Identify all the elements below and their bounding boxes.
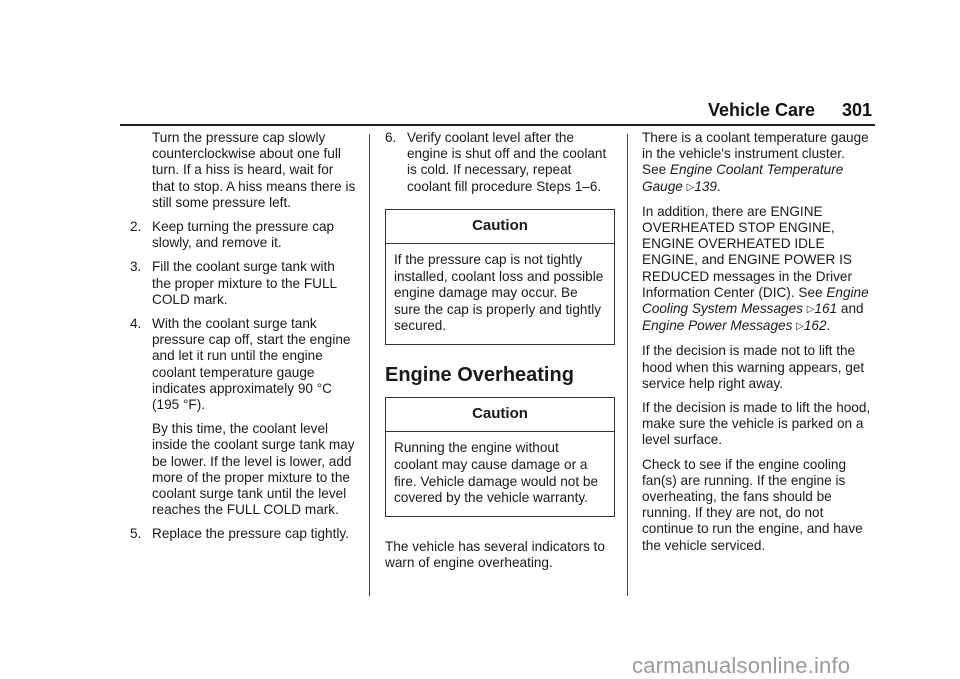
column-divider-1 <box>369 134 370 596</box>
column-divider-2 <box>627 134 628 596</box>
caution-box-pressure-cap <box>385 209 615 345</box>
page-ref-icon: ▷ <box>796 321 804 333</box>
page-ref-162[interactable]: 162 <box>803 318 827 334</box>
page-header <box>708 100 872 121</box>
page-ref-161[interactable]: 161 <box>814 301 838 317</box>
page-ref-icon: ▷ <box>806 304 815 316</box>
column-1 <box>130 130 356 551</box>
step1-continuation: Turn the pressure cap slowly counterclockwise about one full turn. If a hiss is heard, wait for that to stop. A hiss means there is still some pressure left. <box>152 130 356 210</box>
lift-paragraph: If the decision is made to lift the hood, make sure the vehicle is parked on a level surface. <box>642 400 871 448</box>
step4-followup: By this time, the coolant level inside the coolant surge tank may be lower. If the level is lower, add more of the proper mixture to the coolant surge tank until the level reaches the FULL COLD mark. <box>152 421 355 518</box>
page-ref-139[interactable]: 139 <box>694 178 717 194</box>
header-rule <box>120 124 875 126</box>
page-number: 301 <box>841 100 872 120</box>
link-engine-coolant-temperature-gauge[interactable]: Engine Coolant Temperature Gauge <box>642 162 844 194</box>
no-lift-paragraph: If the decision is made not to lift the hood when this warning appears, get service help right away. <box>642 343 865 391</box>
step-4: 4. With the coolant surge tank pressure cap off, start the engine and let it run until the engine coolant temperature gauge indicates approximately 90 °C (195 °F). <box>130 316 351 413</box>
step-6: 6. Verify coolant level after the engine is shut off and the coolant is cold. If necessary, repeat coolant fill procedure Steps 1–6. <box>385 130 607 194</box>
section-heading: Engine Overheating <box>385 363 574 386</box>
dic-messages-paragraph: In addition, there are ENGINE OVERHEATED STOP ENGINE, ENGINE OVERHEATED IDLE ENGINE, and ENGINE POWER IS REDUCED messages in the Driver Information Center (DIC). See Engine Cooling System Messages ▷161 and Engine Power Messages ▷162. <box>642 203 869 334</box>
column-2 <box>385 130 615 579</box>
watermark: carmanualsonline.info <box>632 653 851 678</box>
caution-title: Caution <box>386 210 614 244</box>
caution-text: Running the engine without coolant may cause damage or a fire. Vehicle damage would not be covered by the vehicle warranty. <box>394 440 599 506</box>
caution-title: Caution <box>386 398 614 432</box>
step-5: 5. Replace the pressure cap tightly. <box>130 526 349 542</box>
column-3 <box>642 130 872 562</box>
step-3: 3. Fill the coolant surge tank with the proper mixture to the FULL COLD mark. <box>130 259 337 307</box>
caution-text: If the pressure cap is not tightly installed, coolant loss and possible engine damage may occur. Be sure the cap is properly and tightly secured. <box>394 252 604 334</box>
fan-check-paragraph: Check to see if the engine cooling fan(s) are running. If the engine is overheating, the fans should be running. If they are not, do not continue to run the engine, and have the vehicle serviced. <box>642 456 863 553</box>
overheating-indicators-text: The vehicle has several indicators to warn of engine overheating. <box>385 538 605 570</box>
section-title: Vehicle Care <box>708 100 816 120</box>
page-ref-icon: ▷ <box>686 181 695 193</box>
step-2: 2. Keep turning the pressure cap slowly, and remove it. <box>130 219 335 251</box>
link-engine-cooling-system-messages[interactable]: Engine Cooling System Messages <box>642 284 869 317</box>
caution-box-no-coolant <box>385 397 615 517</box>
link-engine-power-messages[interactable]: Engine Power Messages <box>642 318 793 334</box>
gauge-paragraph: There is a coolant temperature gauge in the vehicle's instrument cluster. See Engine Coolant Temperature Gauge ▷139. <box>642 130 869 194</box>
